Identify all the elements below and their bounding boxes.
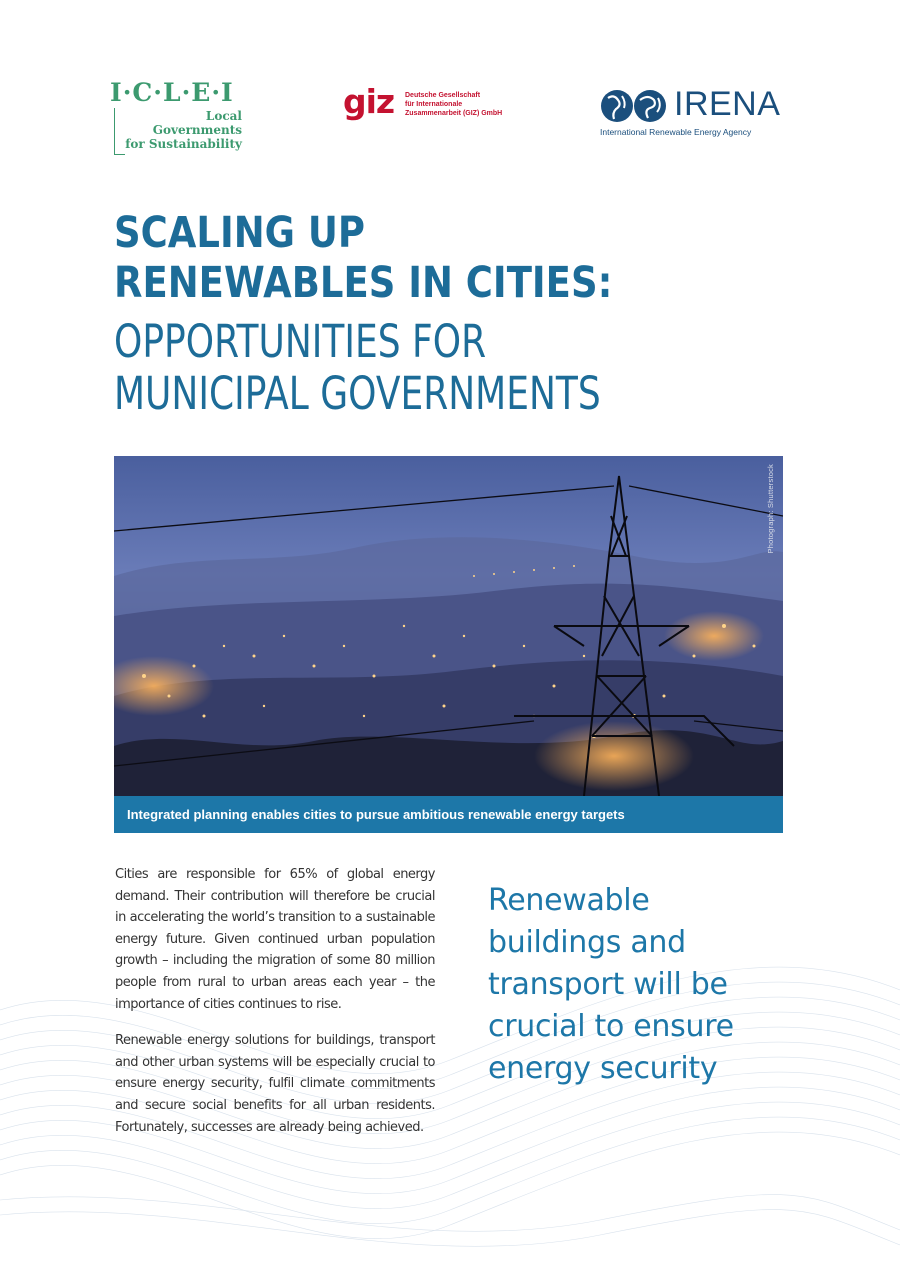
body-paragraph: Cities are responsible for 65% of global energy demand. Their contribution will therefore be crucial in accelerating the world’s transition to a sustainable energy future. Given continued urban population growth – including the migration of some 80 million people from rural to urban areas each year – the importance of cities continues to rise.: [115, 867, 435, 1012]
iclei-tagline: [125, 109, 242, 151]
subtitle-line: MUNICIPAL GOVERNMENTS: [114, 367, 601, 420]
title-line: SCALING UP: [114, 208, 366, 258]
giz-wordmark: giz: [343, 82, 395, 121]
title-line: RENEWABLES IN CITIES:: [114, 258, 613, 308]
iclei-bracket-line: [114, 108, 125, 155]
document-title: [114, 208, 722, 420]
photo-caption: Integrated planning enables cities to pursue ambitious renewable energy targets: [114, 796, 783, 833]
giz-name-line: Zusammenarbeit (GIZ) GmbH: [405, 110, 503, 117]
body-text: [115, 864, 435, 1153]
iclei-wordmark: I·C·L·E·I: [110, 78, 234, 107]
pull-quote: Renewable buildings and transport will be crucial to ensure energy security: [488, 883, 734, 1086]
photo-credit: Photograph: Shutterstock: [766, 464, 775, 554]
iclei-tagline-line: Local: [205, 109, 242, 123]
subtitle-line: OPPORTUNITIES FOR: [114, 315, 487, 368]
irena-full-name: International Renewable Energy Agency: [600, 127, 752, 137]
giz-full-name: [405, 91, 525, 118]
body-paragraph: Renewable energy solutions for buildings, transport and other urban systems will be especially crucial to ensure energy security, fulfil climate commitments and secure social benefits for all urban residents. Fortunately, successes are already being achieved.: [115, 1033, 435, 1135]
iclei-logo: [104, 78, 254, 158]
city-night-photo: [114, 456, 783, 796]
irena-wordmark: IRENA: [674, 85, 781, 123]
iclei-tagline-line: for Sustainability: [125, 137, 242, 151]
iclei-tagline-line: Governments: [152, 123, 242, 137]
irena-logo: [600, 85, 800, 140]
giz-logo: [343, 82, 533, 134]
giz-name-line: für Internationale: [405, 101, 463, 108]
giz-name-line: Deutsche Gesellschaft: [405, 92, 481, 99]
pylon-city-illustration: [114, 456, 783, 796]
globe-icon: [600, 88, 670, 124]
